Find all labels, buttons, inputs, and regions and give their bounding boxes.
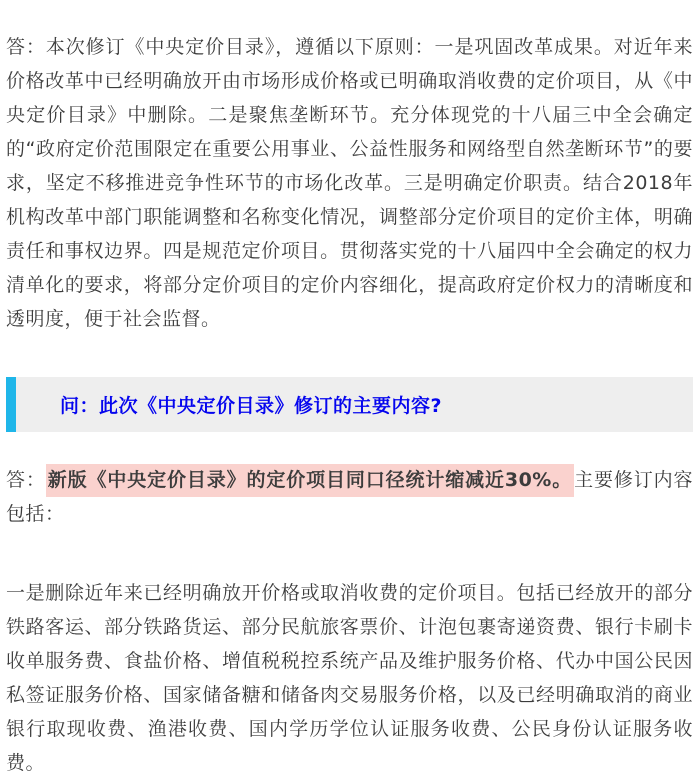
answer-paragraph-principles: 答：本次修订《中央定价目录》，遵循以下原则：一是巩固改革成果。对近年来价格改革中已经明确放开由市场形成价格或已明确取消收费的定价项目，从《中央定价目录》中删除。二是聚焦垄断环节。充分体现党的十八届三中全会确定的“政府定价范围限定在重要公用事业、公益性服务和网络型自然垄断环节”的要求，坚定不移推进竞争性环节的市场化改革。三是明确定价职责。结合2018年机构改革中部门职能调整和名称变化情况，调整部分定价项目的定价主体，明确责任和事权边界。四是规范定价项目。贯彻落实党的十八届四中全会确定的权力清单化的要求，将部分定价项目的定价内容细化，提高政府定价权力的清晰度和透明度，便于社会监督。	[6, 36, 693, 330]
question-banner-label: 问：此次《中央定价目录》修订的主要内容?	[60, 395, 443, 417]
answer-prefix: 答：	[6, 469, 46, 491]
question-banner	[6, 377, 693, 432]
answer-summary-rest: 主要修订内容包括：	[6, 469, 693, 525]
highlighted-key-statistic: 新版《中央定价目录》的定价项目同口径统计缩减近30%。	[46, 464, 574, 497]
article-body	[0, 30, 699, 780]
answer-paragraph-summary	[6, 463, 693, 531]
answer-paragraph-detail: 一是删除近年来已经明确放开价格或取消收费的定价项目。包括已经放开的部分铁路客运、部分铁路货运、部分民航旅客票价、计泡包裹寄递资费、银行卡刷卡收单服务费、食盐价格、增值税税控系统产品及维护服务价格、代办中国公民因私签证服务价格、国家储备糖和储备肉交易服务价格，以及已经明确取消的商业银行取现收费、渔港收费、国内学历学位认证服务收费、公民身份认证服务收费。	[6, 582, 693, 774]
